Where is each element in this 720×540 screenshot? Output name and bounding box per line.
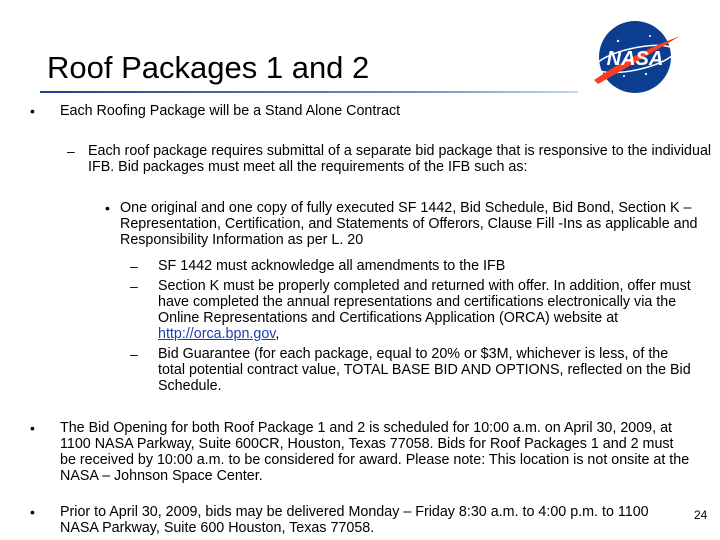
sub-separate-bid-package: Each roof package requires submittal of a separate bid package that is responsive to the individual IFB. Bid packages must meet all the requirements of the IFB such as: [88,143,712,175]
orca-link[interactable]: http://orca.bpn.gov [158,326,276,342]
bullet-stand-alone-contract: Each Roofing Package will be a Stand Alone Contract [60,103,401,119]
detail-dash: – [130,278,138,294]
bullet-dot: • [30,420,35,436]
item-required-documents: One original and one copy of fully executed SF 1442, Bid Schedule, Bid Bond, Section K – Representation, Certification, and Statements of Offerors, Clause Fill -Ins as applicable and Responsibility Information as per L. 20 [120,200,698,248]
detail-section-k-end: , [275,326,280,342]
bullet-dot: • [30,504,35,520]
title-underline [40,91,578,93]
nasa-logo [588,14,684,100]
sub-bullet-dot: • [105,200,110,216]
page-number: 24 [694,508,708,522]
sub-dash: – [67,143,75,159]
detail-section-k-text: Section K must be properly completed and returned with offer. In addition, offer must have completed the annual representations and certifications electronically via the Online Representations and Certifications Application (ORCA) website at [158,278,691,326]
nasa-logo-text: NASA [606,48,664,70]
detail-sf1442: SF 1442 must acknowledge all amendments to the IFB [158,258,506,274]
detail-bid-guarantee: Bid Guarantee (for each package, equal to 20% or $3M, whichever is less, of the total potential contract value, TOTAL BASE BID AND OPTIONS, reflected on the Bid Schedule. [158,346,691,394]
bullet-bid-opening: The Bid Opening for both Roof Package 1 and 2 is scheduled for 10:00 a.m. on April 30, 2009, at 1100 NASA Parkway, Suite 600CR, Houston, Texas 77058. Bids for Roof Packages 1 and 2 must be received by 10:00 a.m. to be considered for award. Please note: This location is not onsite at the NASA – Johnson Space Center. [60,420,690,484]
detail-dash: – [130,346,138,362]
bullet-dot: • [30,103,35,119]
slide-title: Roof Packages 1 and 2 [47,50,370,85]
bullet-bid-delivery: Prior to April 30, 2009, bids may be delivered Monday – Friday 8:30 a.m. to 4:00 p.m. to 1100 NASA Parkway, Suite 600 Houston, Texas 77058. [60,504,649,536]
detail-dash: – [130,258,138,274]
detail-section-k [158,278,693,342]
